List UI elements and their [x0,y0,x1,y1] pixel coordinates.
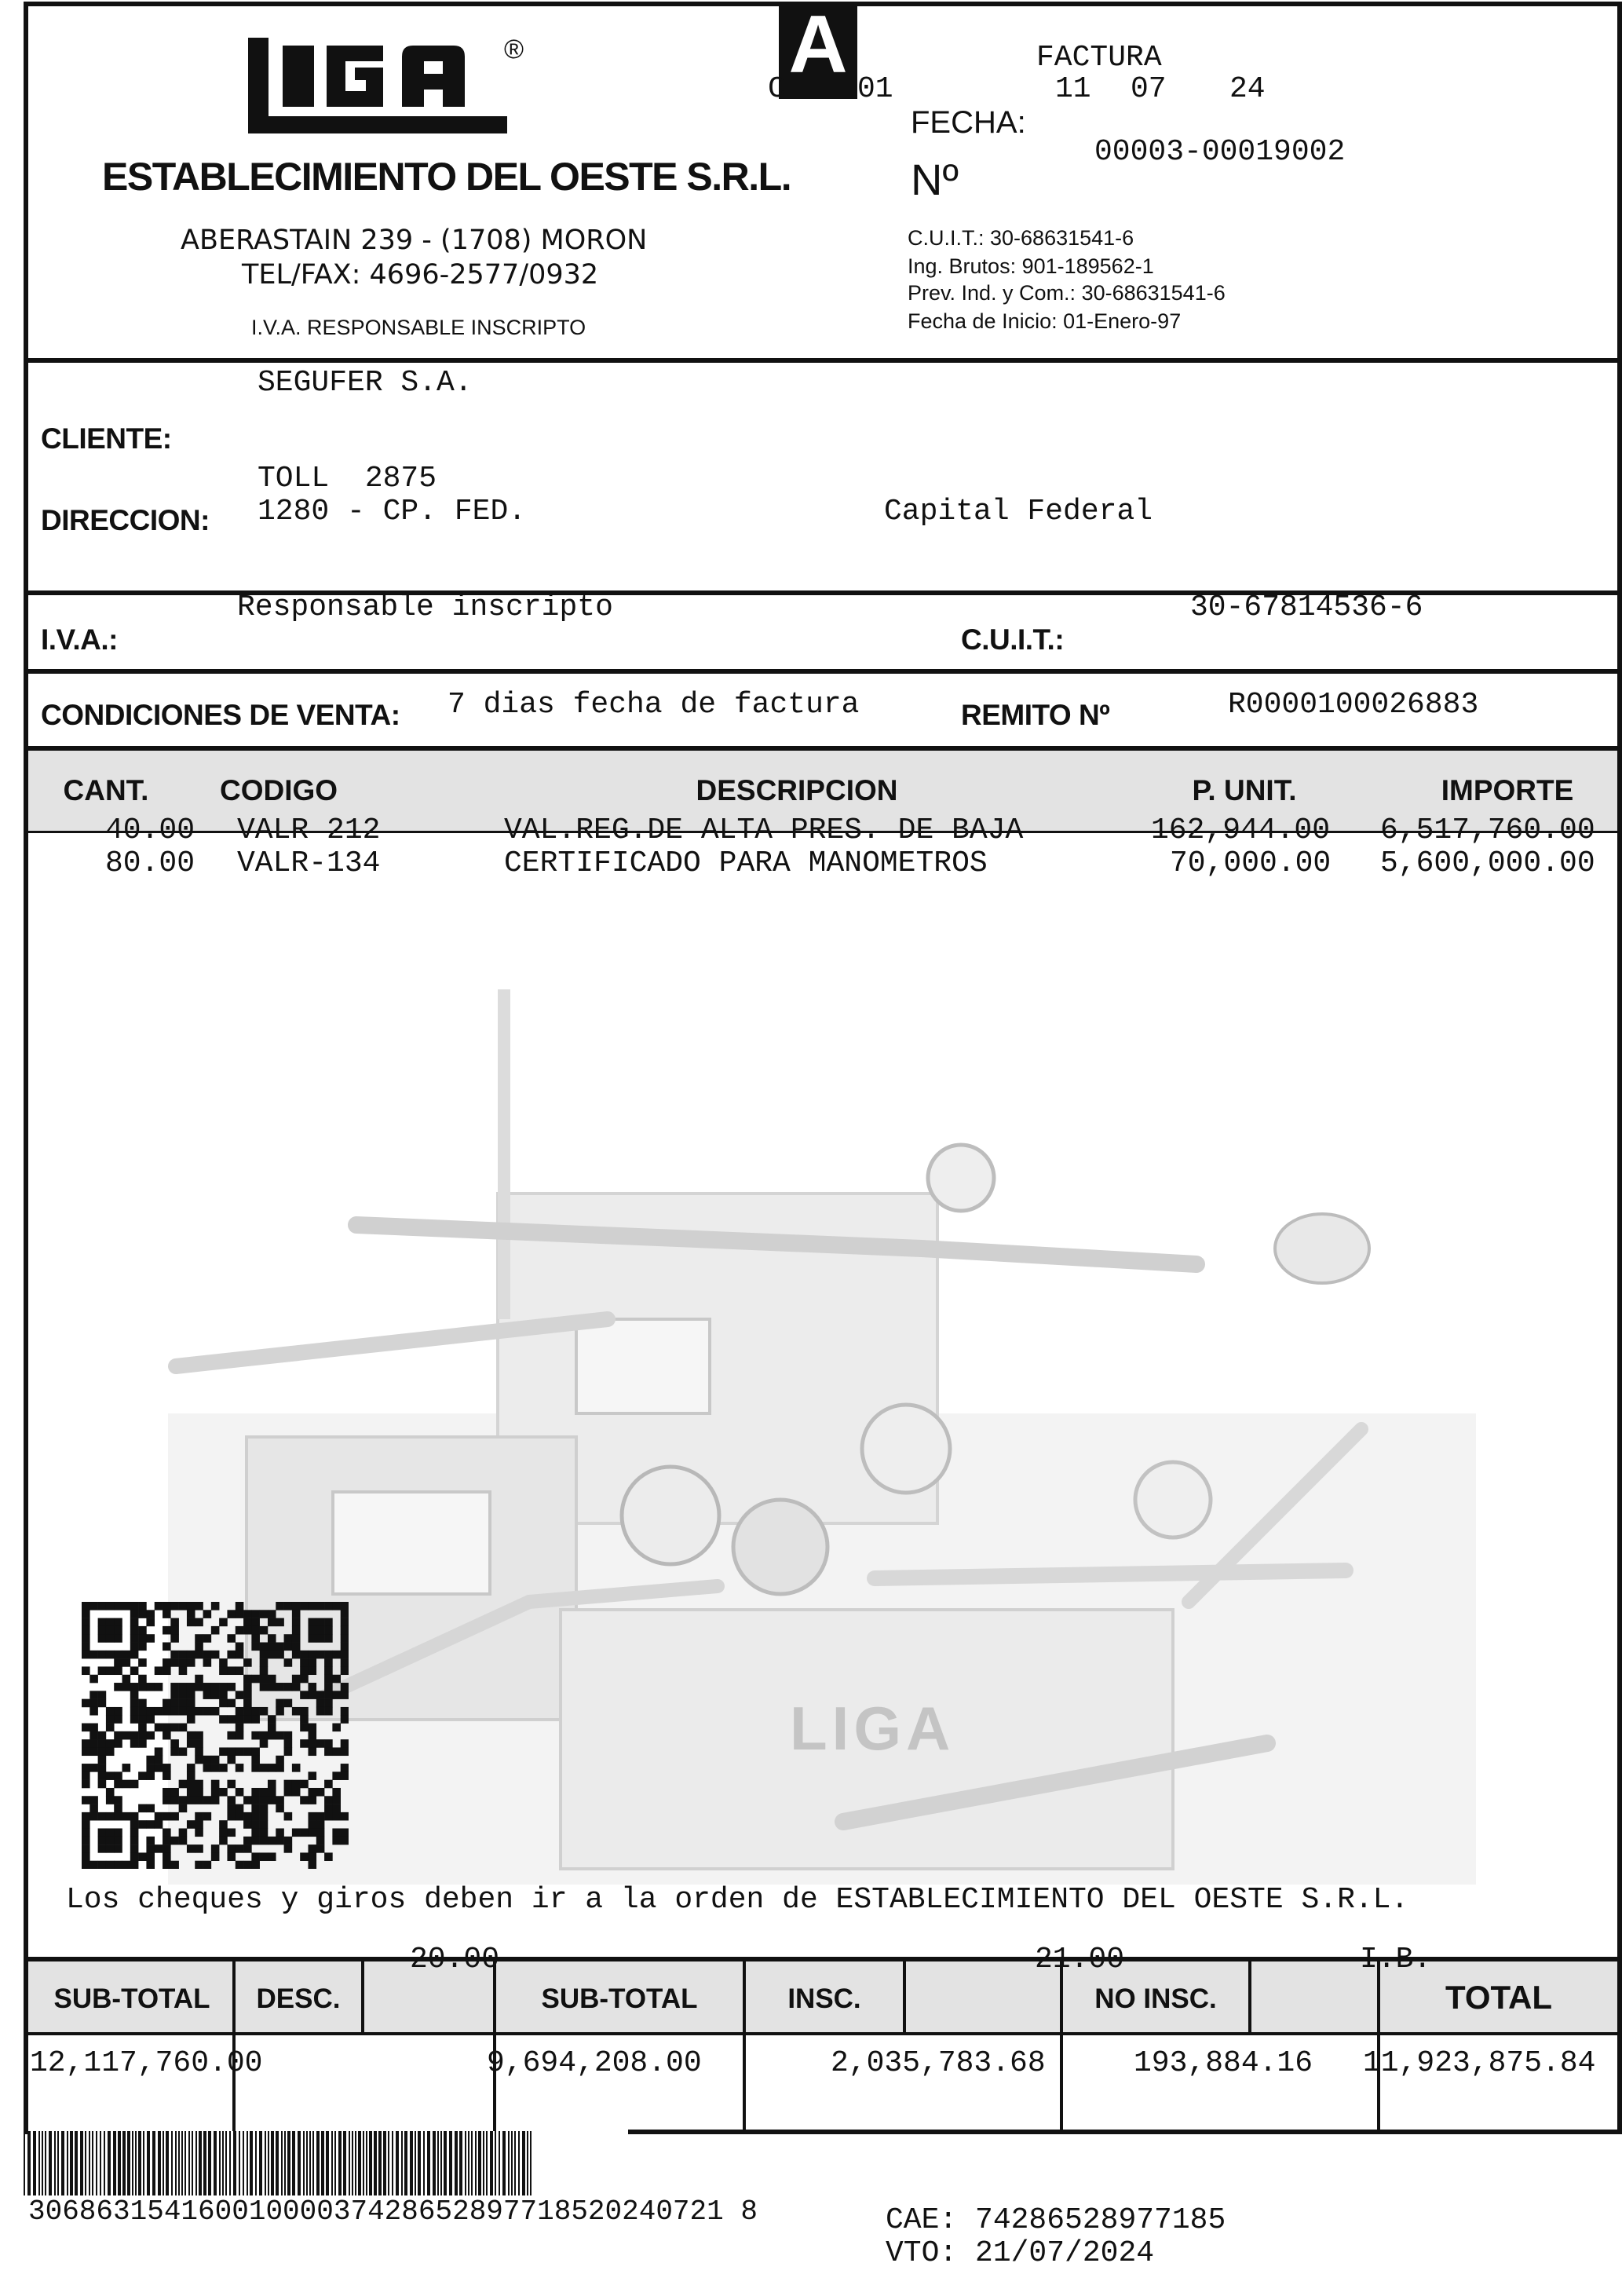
condiciones-value: 7 dias fecha de factura [448,688,860,722]
client-iva-value: Responsable inscripto [237,590,613,624]
totals-subtotal1-value: 12,117,760.00 [30,2046,263,2080]
row-descripcion: VAL.REG.DE ALTA PRES. DE BAJA [504,813,1024,847]
direccion-label: DIRECCION: [41,504,210,536]
invoice-code-fragment-right: 01 [857,72,893,106]
row-importe: 6,517,760.00 [1380,813,1595,847]
client-cuit-value: 30-67814536-6 [1190,590,1423,624]
invoice-date-day: 11 [1055,72,1091,106]
left-border [24,360,28,2134]
invoice-code-fragment-left: C [768,72,786,106]
cuit-label: C.U.I.T.: [961,623,1065,656]
totals-header-total: TOTAL [1445,1979,1553,2016]
invoice-date-month: 07 [1131,72,1167,106]
iva-label: I.V.A.: [41,623,118,656]
invoice-date-year: 24 [1229,72,1266,106]
company-iva-status: I.V.A. RESPONSABLE INSCRIPTO [251,316,586,339]
numero-label: Nº [911,155,959,204]
totals-header-no-insc: NO INSC. [1094,1983,1217,2014]
row-codigo: VALR-134 [237,846,381,880]
rate-ib: I.B. [1360,1943,1432,1976]
row-punit: 162,944.00 [1151,813,1331,847]
liga-logo-icon [248,38,507,138]
barcode-icon [24,2131,539,2195]
invoice-ing-brutos: Ing. Brutos: 901-189562-1 [908,254,1154,278]
invoice-number: 00003-00019002 [1094,135,1346,169]
totals-header-insc: INSC. [787,1983,861,2014]
company-address: ABERASTAIN 239 - (1708) MORON [181,225,648,256]
payment-note: Los cheques y giros deben ir a la orden de ESTABLECIMIENTO DEL OESTE S.R.L. [66,1883,1409,1917]
barcode [24,2131,539,2195]
totals-header-subtotal2: SUB-TOTAL [541,1983,698,2014]
client-province: Capital Federal [884,495,1153,528]
qr-code-icon [82,1602,349,1869]
barcode-number: 30686315416001000037428652897718520240721 8 [28,2195,758,2228]
totals-header-desc: DESC. [256,1983,341,2014]
row-importe: 5,600,000.00 [1380,846,1595,880]
cae-number: CAE: 74286528977185 [886,2203,1226,2237]
totals-col-divider [1248,1958,1251,2034]
col-header-cant: CANT. [63,774,149,806]
client-name: SEGUFER S.A. [258,366,473,400]
invoice-cuit: C.U.I.T.: 30-68631541-6 [908,226,1134,250]
totals-header-line [24,2032,1622,2035]
col-header-punit: P. UNIT. [1192,774,1297,806]
cae-expiry: VTO: 21/07/2024 [886,2236,1155,2270]
totals-subtotal2-value: 9,694,208.00 [487,2046,702,2080]
row-descripcion: CERTIFICADO PARA MANOMETROS [504,846,988,880]
totals-insc-value: 2,035,783.68 [831,2046,1046,2080]
totals-col-divider [361,1958,364,2034]
client-street: TOLL 2875 [258,462,437,495]
totals-no-insc-value: 193,884.16 [1134,2046,1313,2080]
registered-mark: ® [504,35,524,64]
condiciones-label: CONDICIONES DE VENTA: [41,699,400,731]
row-cant: 40.00 [105,813,195,847]
rate-insc: 21.00 [1035,1943,1125,1976]
divider-condiciones [24,669,1622,674]
fecha-label: FECHA: [911,105,1026,140]
col-header-importe: IMPORTE [1441,774,1574,806]
invoice-prev-ind: Prev. Ind. y Com.: 30-68631541-6 [908,281,1226,305]
invoice-title: FACTURA [1036,41,1162,75]
row-cant: 80.00 [105,846,195,880]
row-codigo: VALR 212 [237,813,381,847]
company-logo [248,38,507,138]
company-name: ESTABLECIMIENTO DEL OESTE S.R.L. [102,155,791,199]
totals-total-value: 11,923,875.84 [1363,2046,1596,2080]
invoice-letter: A [788,0,848,90]
right-border [1617,360,1622,2134]
row-punit: 70,000.00 [1170,846,1332,880]
cliente-label: CLIENTE: [41,422,172,455]
remito-value: R0000100026883 [1228,688,1479,722]
col-header-codigo: CODIGO [219,774,338,806]
watermark-logo: LIGA [790,1694,955,1763]
rate-desc: 20.00 [410,1943,500,1976]
invoice-fecha-inicio: Fecha de Inicio: 01-Enero-97 [908,309,1182,333]
bottom-border [628,2130,1622,2134]
totals-header-subtotal1: SUB-TOTAL [53,1983,210,2014]
remito-label: REMITO Nº [961,699,1110,731]
company-phone: TEL/FAX: 4696-2577/0932 [242,259,599,291]
qr-code [82,1602,349,1869]
col-header-descripcion: DESCRIPCION [696,774,898,806]
totals-col-divider [903,1958,906,2034]
client-locality: 1280 - CP. FED. [258,495,527,528]
